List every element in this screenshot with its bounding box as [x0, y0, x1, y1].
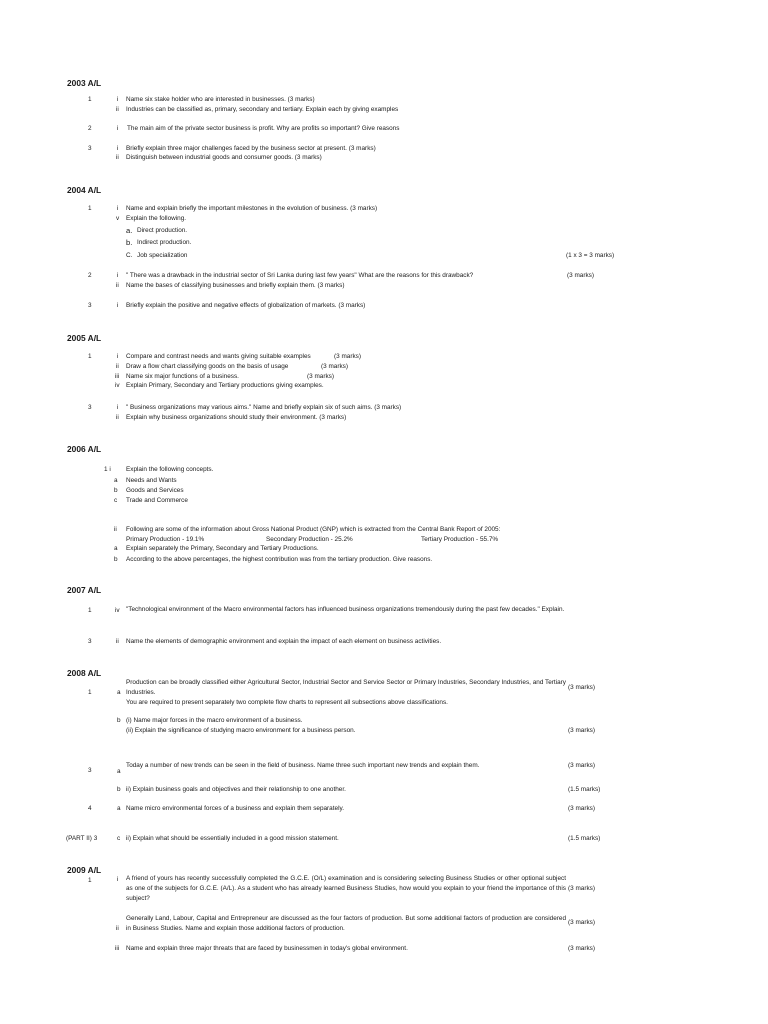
question-number: 3 [88, 302, 92, 309]
question-text: A friend of yours has recently successfully completed the G.C.E. (O/L) examination and is considering selecting Business Studies or other optional subject as one of the subjects for G.C.E. (A/L). As a student who has already learned Business Studies, how would you explain to your friend the importance of this subject? [126, 875, 566, 902]
question-number: 1 [88, 877, 92, 884]
marks-label: (1 x 3 = 3 marks) [566, 252, 615, 259]
marks-label: (3 marks) [567, 272, 594, 279]
marks-label: (3 marks) [568, 727, 595, 734]
question-text: Name the bases of classifying businesses and briefly explain them. (3 marks) [126, 282, 345, 289]
subpart-label: ii [116, 106, 119, 113]
section-heading-2005: 2005 A/L [67, 333, 102, 343]
question-text: Briefly explain the positive and negative effects of globalization of markets. (3 marks) [126, 302, 366, 309]
subpart-label: iii [115, 945, 120, 952]
item-text: According to the above percentages, the highest contribution was from the tertiary production. Give reasons. [126, 556, 433, 563]
marks-label: (3 marks) [307, 373, 334, 380]
subpart-label: i [117, 96, 119, 103]
subpart-label: ii [116, 414, 119, 421]
question-text: (i) Name major forces in the macro environment of a business. [126, 717, 303, 724]
question-number: 3 [88, 145, 92, 152]
section-heading-2003: 2003 A/L [67, 78, 102, 88]
section-heading-2004: 2004 A/L [67, 185, 102, 195]
subpart-label: i [117, 302, 119, 309]
subpart-label: ii [116, 154, 119, 161]
question-text: Name and explain three major threats that are faced by businessmen in today's global environment. [126, 945, 408, 952]
subpart-label: i [117, 404, 119, 411]
question-number: 3 [88, 767, 92, 774]
subpart-label: i [117, 145, 119, 152]
subpart-label: ii [116, 363, 119, 370]
question-number: 1 [88, 96, 92, 103]
item-text: Indirect production. [137, 239, 192, 246]
question-text: Explain Primary, Secondary and Tertiary productions giving examples. [126, 382, 324, 389]
question-text: (ii) Explain the significance of studying macro environment for a business person. [126, 727, 356, 734]
question-text: " There was a drawback in the industrial sector of Sri Lanka during last few years" What are the reasons for this drawback? [126, 272, 474, 279]
item-text: Trade and Commerce [126, 497, 188, 504]
item-text: Direct production. [137, 227, 188, 234]
marks-label: (3 marks) [568, 762, 595, 769]
question-number: 1 i [104, 466, 111, 473]
subpart-label: i [117, 876, 119, 883]
subpart-label: a [117, 805, 121, 812]
question-text: Compare and contrast needs and wants giving suitable examples [126, 353, 311, 360]
question-text: Name the elements of demographic environment and explain the impact of each element on business activities. [126, 638, 442, 645]
section-heading-2009: 2009 A/L [67, 865, 102, 875]
question-text: Name six stake holder who are interested in businesses. (3 marks) [126, 96, 315, 103]
question-text: Production can be broadly classified either Agricultural Sector, Industrial Sector and Service Sector or Primary Industries, Secondary Industries, and Tertiary Industries. [126, 679, 566, 696]
question-text: Name and explain briefly the important milestones in the evolution of business. (3 marks) [126, 205, 378, 212]
marks-label: (3 marks) [568, 945, 595, 952]
subpart-label: ii [114, 526, 117, 533]
question-text: "Technological environment of the Macro environmental factors has influenced business organizations tremendously during the past few decades." Explain. [126, 606, 565, 613]
item-label: a. [126, 226, 133, 235]
question-number: 4 [88, 805, 92, 812]
marks-label: (3 marks) [568, 885, 595, 892]
item-label: b. [126, 238, 133, 247]
item-text: Goods and Services [126, 487, 184, 494]
item-label: a [114, 545, 118, 552]
marks-label: (3 marks) [568, 919, 595, 926]
subpart-label: b [117, 717, 121, 724]
item-text: Job specialization [137, 252, 188, 259]
marks-label: (3 marks) [321, 363, 348, 370]
marks-label: (1.5 marks) [568, 786, 601, 793]
item-text: Explain separately the Primary, Secondary and Tertiary Productions. [126, 545, 319, 552]
subpart-label: v [116, 215, 120, 222]
question-number: 1 [88, 353, 92, 360]
marks-label: (3 marks) [568, 684, 595, 691]
question-text: Following are some of the information about Gross National Product (GNP) which is extracted from the Central Bank Report of 2005: [126, 526, 501, 533]
subpart-label: iii [115, 373, 120, 380]
subpart-label: a [117, 689, 121, 696]
subpart-label: a [117, 768, 121, 775]
subpart-label: c [117, 835, 121, 842]
subpart-label: iv [115, 382, 120, 389]
question-text: ii) Explain business goals and objectives and their relationship to one another. [126, 786, 346, 793]
question-text: Industries can be classified as, primary, secondary and tertiary. Explain each by giving examples [126, 106, 399, 113]
item-label: a [114, 477, 118, 484]
part-label: (PART II) 3 [66, 835, 98, 842]
question-text: Name micro environmental forces of a business and explain them separately. [126, 805, 344, 812]
marks-label: (1.5 marks) [568, 835, 601, 842]
question-number: 1 [88, 689, 92, 696]
question-text: " Business organizations may various aims." Name and briefly explain six of such aims. (3 marks) [126, 404, 402, 411]
question-text: ii) Explain what should be essentially included in a good mission statement. [126, 835, 339, 842]
question-number: 3 [88, 638, 92, 645]
gnp-primary: Primary Production - 19.1% [126, 536, 205, 543]
section-heading-2007: 2007 A/L [67, 585, 102, 595]
question-text: Name six major functions of a business. [126, 373, 239, 380]
section-heading-2008: 2008 A/L [67, 668, 102, 678]
question-number: 2 [88, 272, 92, 279]
question-text: Explain why business organizations should study their environment. (3 marks) [126, 414, 347, 421]
question-text: Briefly explain three major challenges faced by the business sector at present. (3 marks) [126, 145, 376, 152]
question-number: 3 [88, 404, 92, 411]
question-number: 1 [88, 205, 92, 212]
question-text: You are required to present separately two complete flow charts to represent all subsections above classifications. [126, 699, 448, 706]
subpart-label: iv [115, 607, 120, 614]
question-text: Distinguish between industrial goods and consumer goods. (3 marks) [126, 154, 322, 161]
marks-label: (3 marks) [334, 353, 361, 360]
item-label: c [114, 497, 118, 504]
question-number: 2 [88, 125, 92, 132]
subpart-label: i [117, 205, 119, 212]
item-text: Needs and Wants [126, 477, 177, 484]
subpart-label: i [117, 272, 119, 279]
question-text: Today a number of new trends can be seen in the field of business. Name three such important new trends and explain them. [126, 762, 480, 769]
gnp-tertiary: Tertiary Production - 55.7% [421, 536, 499, 543]
subpart-label: b [117, 786, 121, 793]
subpart-label: i [117, 125, 119, 132]
subpart-label: ii [116, 925, 119, 932]
section-heading-2006: 2006 A/L [67, 444, 102, 454]
item-label: C. [126, 252, 133, 259]
subpart-label: i [117, 353, 119, 360]
subpart-label: ii [116, 282, 119, 289]
question-text: The main aim of the private sector business is profit. Why are profits so important? Give reasons [127, 125, 400, 132]
question-text: Explain the following concepts. [126, 466, 214, 473]
item-label: b [114, 487, 118, 494]
marks-label: (3 marks) [568, 805, 595, 812]
question-number: 1 [88, 607, 92, 614]
gnp-secondary: Secondary Production - 25.2% [266, 536, 353, 543]
item-label: b [114, 556, 118, 563]
question-text: Explain the following. [126, 215, 187, 222]
subpart-label: ii [116, 638, 119, 645]
question-text: Draw a flow chart classifying goods on the basis of usage [126, 363, 289, 370]
question-text: Generally Land, Labour, Capital and Entrepreneur are discussed as the four factors of production. But some additional factors of production are considered in Business Studies. Name and explain those additional factors of production. [126, 915, 566, 932]
